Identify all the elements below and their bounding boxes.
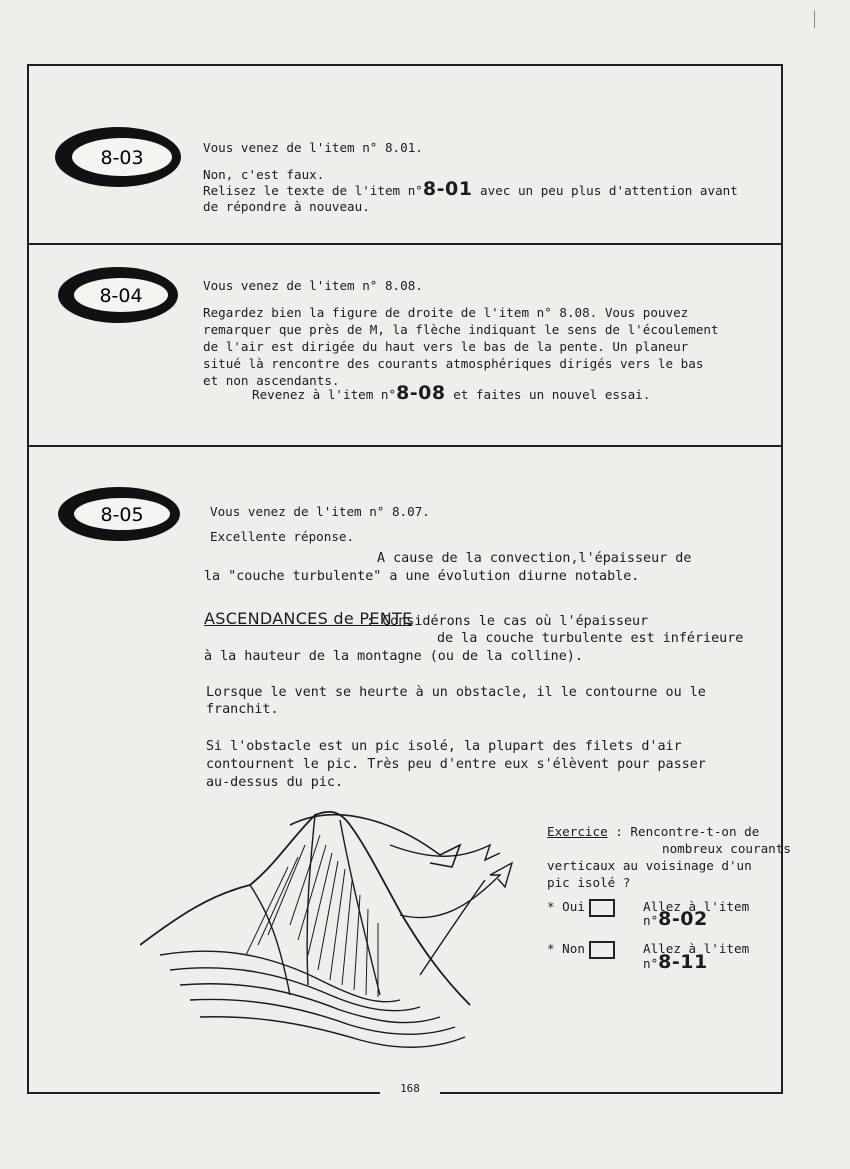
ref-8-08: 8-08 bbox=[396, 382, 446, 404]
item-8-05-from: Vous venez de l'item n° 8.07. bbox=[210, 504, 430, 519]
para2-line2: franchit. bbox=[206, 702, 279, 717]
item-8-04-line1: Regardez bien la figure de droite de l'item n° 8.08. Vous pouvez bbox=[203, 305, 689, 320]
item-8-03-line2-end: avec un peu plus d'attention avant bbox=[480, 183, 738, 198]
answer-no bbox=[547, 940, 621, 959]
item-badge-8-04 bbox=[55, 264, 181, 326]
ref-8-11: 8-11 bbox=[658, 951, 708, 973]
para3-line3: au-dessus du pic. bbox=[206, 775, 344, 790]
exercise-line4: pic isolé ? bbox=[547, 875, 631, 890]
item-8-04-line3: de l'air est dirigée du haut vers le bas de la pente. Un planeur bbox=[203, 339, 689, 354]
answer-no-n: n° bbox=[643, 956, 659, 971]
badge-label: 8-04 bbox=[99, 285, 143, 307]
item-8-04-back-text: Revenez à l'item n° bbox=[252, 387, 397, 402]
ref-8-02: 8-02 bbox=[658, 908, 708, 930]
answer-yes-n: n° bbox=[643, 913, 659, 928]
item-8-05-para1-line1: A cause de la convection,l'épaisseur de bbox=[377, 551, 692, 566]
mountain-illustration bbox=[140, 805, 540, 1079]
answer-no-checkbox[interactable] bbox=[589, 941, 615, 959]
exercise-label: Exercice bbox=[547, 824, 608, 839]
para2-line1: Lorsque le vent se heurte à un obstacle, il le contourne ou le bbox=[206, 685, 706, 700]
section-heading: ASCENDANCES de PENTE bbox=[204, 609, 413, 628]
item-8-03-line1: Non, c'est faux. bbox=[203, 167, 325, 182]
item-8-05-para1-line2: la "couche turbulente" a une évolution diurne notable. bbox=[204, 569, 640, 584]
item-8-04-back-end: et faites un nouvel essai. bbox=[453, 387, 651, 402]
para3-line2: contournent le pic. Très peu d'entre eux s'élèvent pour passer bbox=[206, 757, 706, 772]
item-8-03-line2 bbox=[203, 178, 738, 200]
answer-no-label: * Non bbox=[547, 941, 585, 956]
badge-label: 8-03 bbox=[100, 147, 144, 169]
page-number: 168 bbox=[380, 1082, 440, 1096]
answer-yes bbox=[547, 898, 621, 917]
exercise-line1 bbox=[547, 823, 759, 840]
answer-no-goto: Allez à l'item bbox=[643, 941, 750, 956]
item-8-04-line4: situé là rencontre des courants atmosphériques dirigés vers le bas bbox=[203, 356, 704, 371]
separator-1 bbox=[27, 243, 783, 245]
item-8-03-from: Vous venez de l'item n° 8.01. bbox=[203, 140, 423, 155]
exercise-line3: verticaux au voisinage d'un bbox=[547, 858, 752, 873]
badge-label: 8-05 bbox=[100, 504, 144, 526]
ref-8-01: 8-01 bbox=[422, 178, 473, 200]
item-8-03-line2-text: Relisez le texte de l'item n° bbox=[203, 183, 423, 198]
item-badge-8-05 bbox=[55, 484, 183, 544]
item-badge-8-03 bbox=[52, 124, 184, 190]
para3-line1: Si l'obstacle est un pic isolé, la plupart des filets d'air bbox=[206, 739, 682, 754]
exercise-line2: nombreux courants bbox=[662, 841, 791, 856]
answer-yes-label: * Oui bbox=[547, 899, 585, 914]
item-8-04-from: Vous venez de l'item n° 8.08. bbox=[203, 278, 423, 293]
heading-text-line1: : Considérons le cas où l'épaisseur bbox=[366, 614, 649, 629]
item-8-04-back bbox=[252, 382, 651, 404]
separator-2 bbox=[27, 445, 783, 447]
answer-yes-ref bbox=[643, 908, 708, 930]
item-8-04-line2: remarquer que près de M, la flèche indiquant le sens de l'écoulement bbox=[203, 322, 719, 337]
answer-yes-checkbox[interactable] bbox=[589, 899, 615, 917]
item-8-03-line3: de répondre à nouveau. bbox=[203, 199, 370, 214]
item-8-05-line1: Excellente réponse. bbox=[210, 529, 355, 544]
page-edge-mark bbox=[814, 10, 815, 28]
heading-text-line2: de la couche turbulente est inférieure bbox=[437, 631, 744, 646]
heading-text-line3: à la hauteur de la montagne (ou de la colline). bbox=[204, 649, 583, 664]
answer-yes-goto: Allez à l'item bbox=[643, 899, 750, 914]
item-8-04-line5: et non ascendants. bbox=[203, 373, 340, 388]
answer-no-ref bbox=[643, 951, 708, 973]
exercise-q1: : Rencontre-t-on de bbox=[615, 824, 760, 839]
